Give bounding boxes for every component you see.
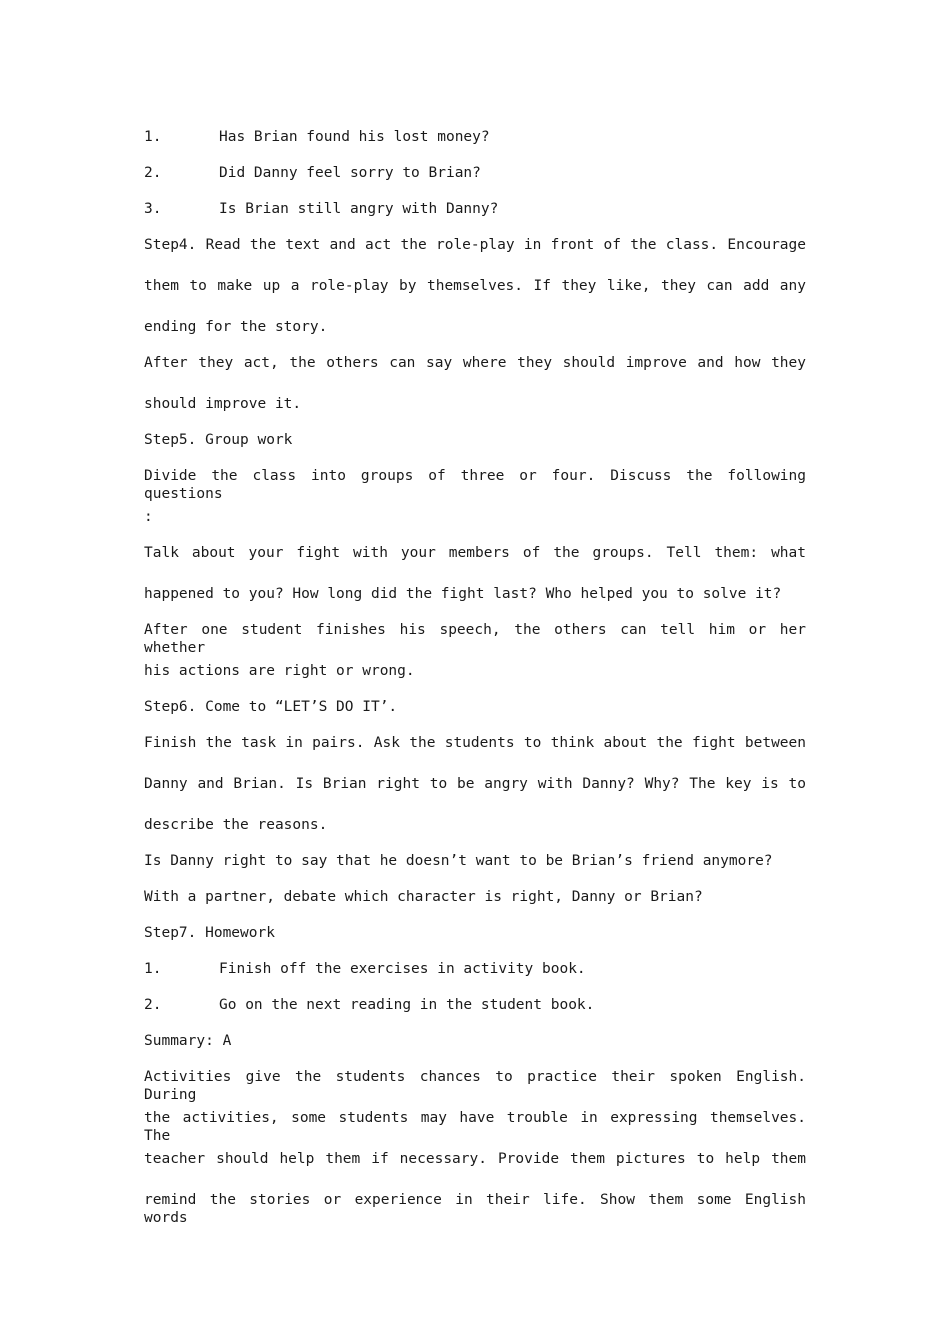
question-number: 2. xyxy=(144,165,162,181)
summary-paragraph-line: remind the stories or experience in their life. Show them some English words xyxy=(144,1192,806,1226)
step5-paragraph-line: : xyxy=(144,509,153,525)
step6-paragraph-line: Finish the task in pairs. Ask the students to think about the fight between xyxy=(144,735,806,751)
summary-paragraph-line: teacher should help them if necessary. Provide them pictures to help them xyxy=(144,1151,806,1167)
step5-paragraph-line: After one student finishes his speech, the others can tell him or her whether xyxy=(144,622,806,656)
step6-paragraph-line: Is Danny right to say that he doesn’t want to be Brian’s friend anymore? xyxy=(144,853,773,869)
homework-text: Go on the next reading in the student book. xyxy=(219,997,595,1013)
step6-paragraph-line: With a partner, debate which character is right, Danny or Brian? xyxy=(144,889,703,905)
homework-number: 1. xyxy=(144,961,162,977)
summary-heading: Summary: A xyxy=(144,1033,232,1049)
step4-paragraph-line: them to make up a role-play by themselves. If they like, they can add any xyxy=(144,278,806,294)
question-number: 3. xyxy=(144,201,162,217)
step4-paragraph-line: Step4. Read the text and act the role-play in front of the class. Encourage xyxy=(144,237,806,253)
step4-paragraph-line: After they act, the others can say where they should improve and how they xyxy=(144,355,806,371)
step6-paragraph-line: Danny and Brian. Is Brian right to be angry with Danny? Why? The key is to xyxy=(144,776,806,792)
step5-paragraph-line: Divide the class into groups of three or four. Discuss the following questions xyxy=(144,468,806,502)
step7-heading: Step7. Homework xyxy=(144,925,275,941)
step6-paragraph-line: describe the reasons. xyxy=(144,817,328,833)
question-text: Has Brian found his lost money? xyxy=(219,129,490,145)
step5-paragraph-line: Talk about your fight with your members of the groups. Tell them: what xyxy=(144,545,806,561)
summary-paragraph-line: the activities, some students may have trouble in expressing themselves. The xyxy=(144,1110,806,1144)
homework-number: 2. xyxy=(144,997,162,1013)
summary-paragraph-line: Activities give the students chances to practice their spoken English. During xyxy=(144,1069,806,1103)
step4-paragraph-line: ending for the story. xyxy=(144,319,328,335)
question-text: Is Brian still angry with Danny? xyxy=(219,201,499,217)
step4-paragraph-line: should improve it. xyxy=(144,396,302,412)
step6-heading: Step6. Come to “LET’S DO IT’. xyxy=(144,699,398,715)
question-text: Did Danny feel sorry to Brian? xyxy=(219,165,481,181)
step5-paragraph-line: his actions are right or wrong. xyxy=(144,663,415,679)
step5-paragraph-line: happened to you? How long did the fight last? Who helped you to solve it? xyxy=(144,586,782,602)
step5-heading: Step5. Group work xyxy=(144,432,293,448)
question-number: 1. xyxy=(144,129,162,145)
homework-text: Finish off the exercises in activity book. xyxy=(219,961,586,977)
